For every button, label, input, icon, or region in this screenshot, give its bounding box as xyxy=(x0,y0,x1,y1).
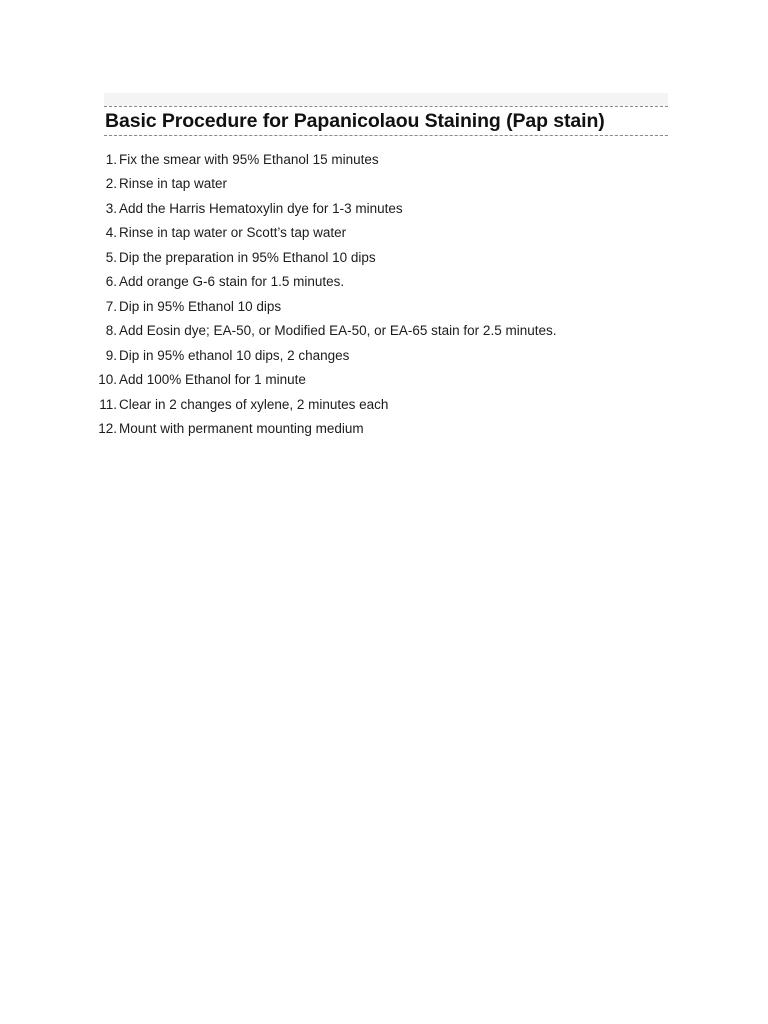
list-item xyxy=(96,221,556,246)
step-text: Dip the preparation in 95% Ethanol 10 dips xyxy=(119,249,376,265)
step-number: 11. xyxy=(99,396,117,412)
step-number: 10. xyxy=(98,372,117,388)
step-number: 2. xyxy=(105,176,117,192)
list-item xyxy=(96,392,556,417)
step-number: 7. xyxy=(105,298,117,314)
step-text: Add the Harris Hematoxylin dye for 1-3 minutes xyxy=(119,200,403,216)
step-text: Rinse in tap water or Scott’s tap water xyxy=(119,225,347,241)
step-text: Dip in 95% Ethanol 10 dips xyxy=(119,298,282,314)
list-item xyxy=(96,147,556,172)
title-block xyxy=(104,93,668,136)
step-text: Rinse in tap water xyxy=(119,176,228,192)
step-text: Dip in 95% ethanol 10 dips, 2 changes xyxy=(119,347,350,363)
list-item xyxy=(96,417,556,442)
page-title: Basic Procedure for Papanicolaou Staining (Pap stain) xyxy=(105,110,605,132)
step-text: Add orange G-6 stain for 1.5 minutes. xyxy=(119,274,345,290)
step-text: Clear in 2 changes of xylene, 2 minutes each xyxy=(119,396,389,412)
step-number: 5. xyxy=(105,249,117,265)
step-number: 3. xyxy=(105,200,117,216)
step-text: Fix the smear with 95% Ethanol 15 minutes xyxy=(119,151,379,167)
step-number: 6. xyxy=(105,274,117,290)
list-item xyxy=(96,172,556,197)
list-item xyxy=(96,319,556,344)
step-number: 12. xyxy=(98,421,117,437)
step-text: Add 100% Ethanol for 1 minute xyxy=(119,372,306,388)
list-item xyxy=(96,294,556,319)
step-text: Mount with permanent mounting medium xyxy=(119,421,364,437)
step-text: Add Eosin dye; EA-50, or Modified EA-50, or EA-65 stain for 2.5 minutes. xyxy=(119,323,557,339)
step-number: 1. xyxy=(105,151,117,167)
step-number: 8. xyxy=(105,323,117,339)
list-item xyxy=(96,368,556,393)
list-item xyxy=(96,270,556,295)
list-item xyxy=(96,343,556,368)
list-item xyxy=(96,196,556,221)
procedure-steps-list xyxy=(96,147,556,441)
step-number: 9. xyxy=(105,347,117,363)
list-item xyxy=(96,245,556,270)
step-number: 4. xyxy=(105,225,117,241)
